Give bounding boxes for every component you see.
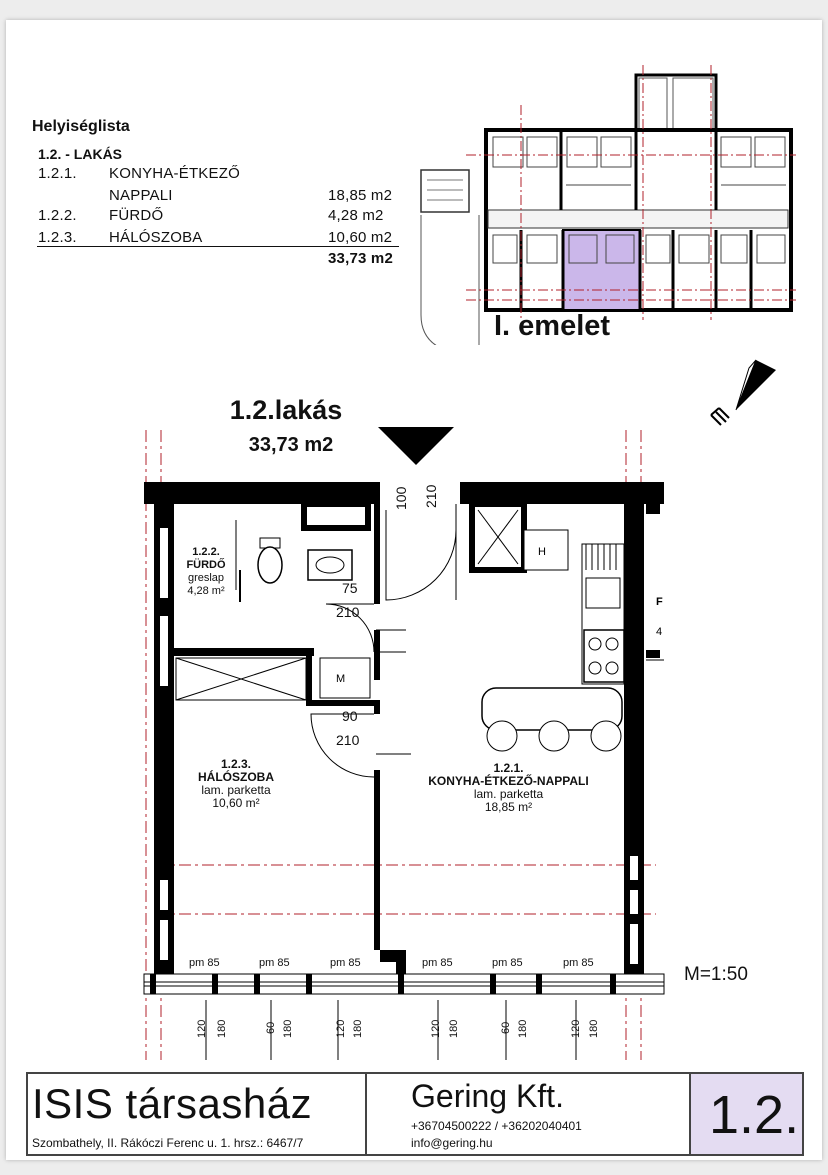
key-plan [411,45,796,345]
bathroom-name: FÜRDŐ [186,559,226,571]
living-code: 1.2.1. [493,761,524,775]
door-bath-height: 210 [336,604,360,620]
room-total: 33,73 m2 [328,250,393,267]
floor-label: I. emelet [494,310,611,342]
living-area: 18,85 m² [484,800,533,814]
parapet-label: pm 85 [189,957,220,969]
project-name: ISIS társasház [32,1080,313,1127]
living-finish: lam. parketta [473,787,544,801]
company-phone: +36704500222 / +36202040401 [411,1119,582,1133]
bedroom-area: 10,60 m² [212,796,260,810]
window-height: 180 [517,1019,529,1038]
room-area: 18,85 m2 [328,187,393,204]
room-list-subtitle: 1.2. - LAKÁS [38,146,123,162]
room-code: 1.2.3. [38,229,77,246]
window-height: 180 [282,1019,294,1038]
door-bath-width: 75 [342,580,358,596]
company-email: info@gering.hu [411,1136,493,1150]
living-name: KONYHA-ÉTKEZŐ-NAPPALI [428,774,589,788]
apartment-title: 1.2.lakás [229,395,343,425]
scale-label: M=1:50 [684,964,748,985]
living-label [411,762,606,814]
storage-label: M [336,673,346,685]
bedroom-code: 1.2.3. [220,757,252,771]
window-width: 120 [196,1019,208,1038]
door-bed-width: 90 [342,708,358,724]
parapet-label: pm 85 [330,957,361,969]
heater-label: H [538,546,546,558]
room-area: 4,28 m2 [328,207,384,224]
room-list-title: Helyiséglista [32,118,130,135]
window-width: 120 [570,1019,582,1038]
window-width: 120 [335,1019,347,1038]
sheet-number: 1.2. [709,1085,800,1145]
sum-line [37,246,399,247]
window-width: 60 [265,1021,277,1034]
project-cell [28,1074,367,1154]
window-width: 120 [430,1019,442,1038]
window-height: 180 [588,1019,600,1038]
bathroom-code: 1.2.2. [192,546,220,558]
room-name: HÁLÓSZOBA [109,229,203,246]
bathroom-finish: greslap [187,572,225,584]
room-name: KONYHA-ÉTKEZŐ [109,165,240,182]
room-name-line2: NAPPALI [109,187,173,204]
parapet-label: pm 85 [563,957,594,969]
apartment-area: 33,73 m2 [248,434,334,456]
company-name: Gering Kft. [411,1078,564,1114]
project-address: Szombathely, II. Rákóczi Ferenc u. 1. hrsz.: 6467/7 [32,1136,304,1150]
bedroom-finish: lam. parketta [201,783,271,797]
bathroom-label [166,546,246,598]
window-height: 180 [352,1019,364,1038]
door-bed-height: 210 [336,732,360,748]
drawing-sheet [6,20,822,1160]
room-code: 1.2.1. [38,165,77,182]
window-height: 180 [216,1019,228,1038]
parapet-label: pm 85 [422,957,453,969]
title-block [26,1072,804,1156]
window-height: 180 [448,1019,460,1038]
neighbour-code: F [656,596,663,608]
parapet-label: pm 85 [492,957,523,969]
room-code: 1.2.2. [38,207,77,224]
door-entry-height: 210 [423,484,439,508]
sheet-number-cell [691,1074,802,1154]
room-name: FÜRDŐ [109,207,164,224]
floor-plan [126,420,676,1080]
bathroom-area: 4,28 m² [187,585,225,597]
north-arrow-icon [701,350,781,440]
company-cell [367,1074,691,1154]
bedroom-name: HÁLÓSZOBA [198,770,274,784]
bedroom-label [176,758,296,810]
window-width: 60 [500,1021,512,1034]
neighbour-digit: 4 [656,626,663,638]
parapet-label: pm 85 [259,957,290,969]
door-entry-width: 100 [393,486,409,510]
room-area: 10,60 m2 [328,229,393,246]
